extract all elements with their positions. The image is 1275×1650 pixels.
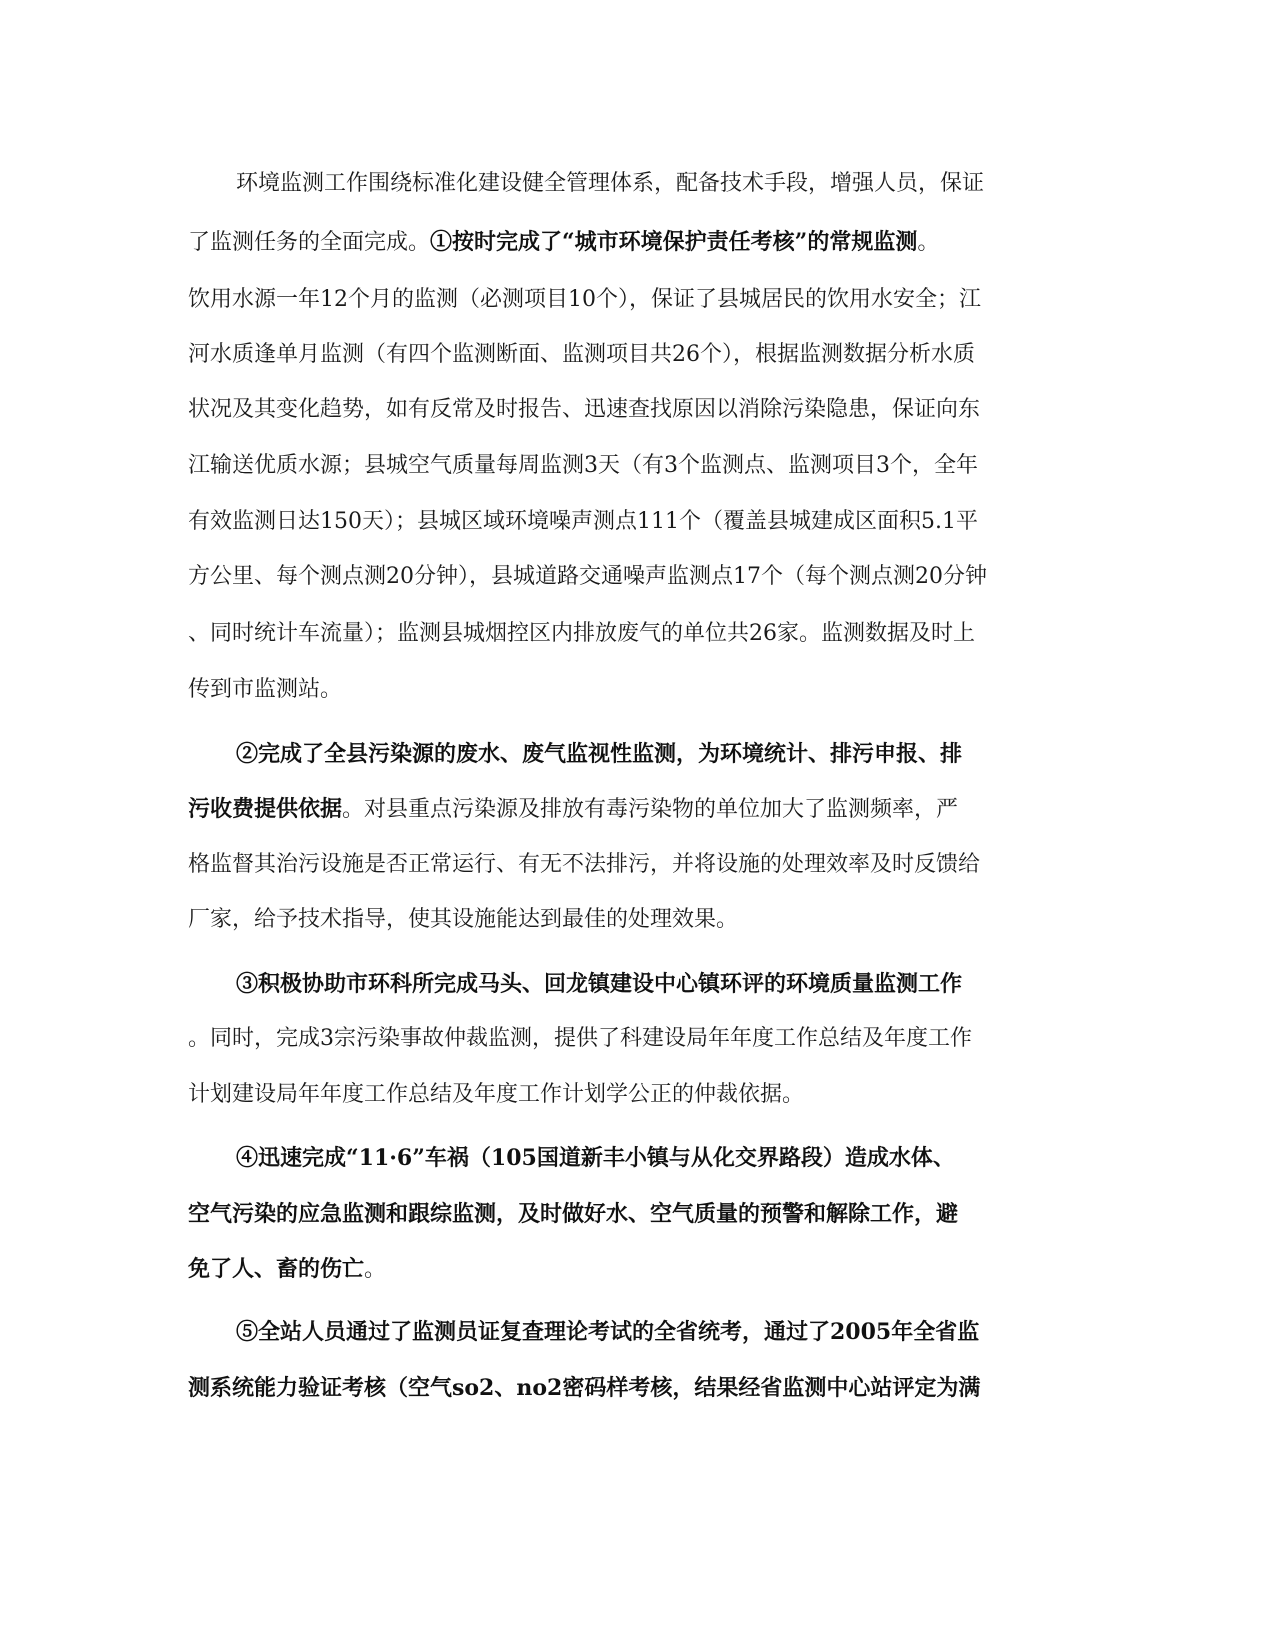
text-line [188,1249,1088,1289]
text-line [188,502,1088,542]
bold-text-run: 免了人、畜的伤亡 [188,1256,365,1282]
text-line [188,390,1088,430]
text-run: 饮用水源一年12个月的监测（必测项目10个），保证了县城居民的饮用水安全；江 [188,287,981,312]
bold-text-run: ⑤全站人员通过了监测员证复查理论考试的全省统考，通过了2005年全省监 [236,1319,980,1345]
text-run: 计划建设局年年度工作总结及年度工作计划学公正的仲裁依据。 [188,1082,805,1107]
text-line [188,670,1088,710]
bold-text-run: ④迅速完成“11·6”车祸（105国道新丰小镇与从化交界路段）造成水体、 [236,1145,955,1171]
text-line [188,335,1088,375]
text-run: 传到市监测站。 [188,677,343,702]
text-line [188,222,1088,262]
bold-text-run: 测系统能力验证考核（空气so2、no2密码样考核，结果经省监测中心站评定为满 [188,1375,981,1401]
text-run: 厂家，给予技术指导，使其设施能达到最佳的处理效果。 [188,907,739,932]
bold-text-run: ①按时完成了“城市环境保护责任考核”的常规监测 [430,229,918,255]
bold-text-run: 污收费提供依据 [188,796,343,822]
text-run: 江输送优质水源；县城空气质量每周监测3天（有3个监测点、监测项目3个，全年 [188,453,978,478]
bold-text-run: 空气污染的应急监测和跟综监测，及时做好水、空气质量的预警和解除工作，避 [188,1201,959,1227]
text-line [188,557,1088,597]
text-line [188,789,1088,829]
text-run: 。同时，完成3宗污染事故仲裁监测，提供了科建设局年年度工作总结及年度工作 [188,1026,972,1051]
text-run: 方公里、每个测点测20分钟），县城道路交通噪声监测点17个（每个测点测20分钟 [188,564,987,589]
text-run: 、同时统计车流量）；监测县城烟控区内排放废气的单位共26家。监测数据及时上 [188,621,975,646]
bold-text-run: ②完成了全县污染源的废水、废气监视性监测，为环境统计、排污申报、排 [236,741,963,767]
bold-text-run: ③积极协助市环科所完成马头、回龙镇建设中心镇环评的环境质量监测工作 [236,971,963,997]
text-run: 了监测任务的全面完成。 [188,230,431,255]
text-line [236,964,1088,1004]
text-line [188,1368,1088,1408]
text-line [188,446,1088,486]
text-run: 状况及其变化趋势，如有反常及时报告、迅速查找原因以消除污染隐患，保证向东 [188,397,981,422]
text-line [188,614,1088,654]
text-run: 。对县重点污染源及排放有毒污染物的单位加大了监测频率，严 [342,797,959,822]
text-line [188,280,1088,320]
text-run: 格监督其治污设施是否正常运行、有无不法排污，并将设施的处理效率及时反馈给 [188,852,981,877]
text-line [236,164,1088,204]
text-run: 环境监测工作围绕标准化建设健全管理体系，配备技术手段，增强人员，保证 [236,171,985,196]
text-run: 有效监测日达150天）；县城区域环境噪声测点111个（覆盖县城建成区面积5.1平 [188,509,978,534]
text-line [188,1019,1088,1059]
text-line [188,845,1088,885]
text-line [236,734,1088,774]
text-run: 河水质逢单月监测（有四个监测断面、监测项目共26个），根据监测数据分析水质 [188,342,975,367]
text-line [236,1312,1088,1352]
text-line [236,1138,1088,1178]
text-run: 。 [364,1257,387,1282]
text-line [188,900,1088,940]
text-run: 。 [917,230,940,255]
text-line [188,1194,1088,1234]
text-line [188,1075,1088,1115]
